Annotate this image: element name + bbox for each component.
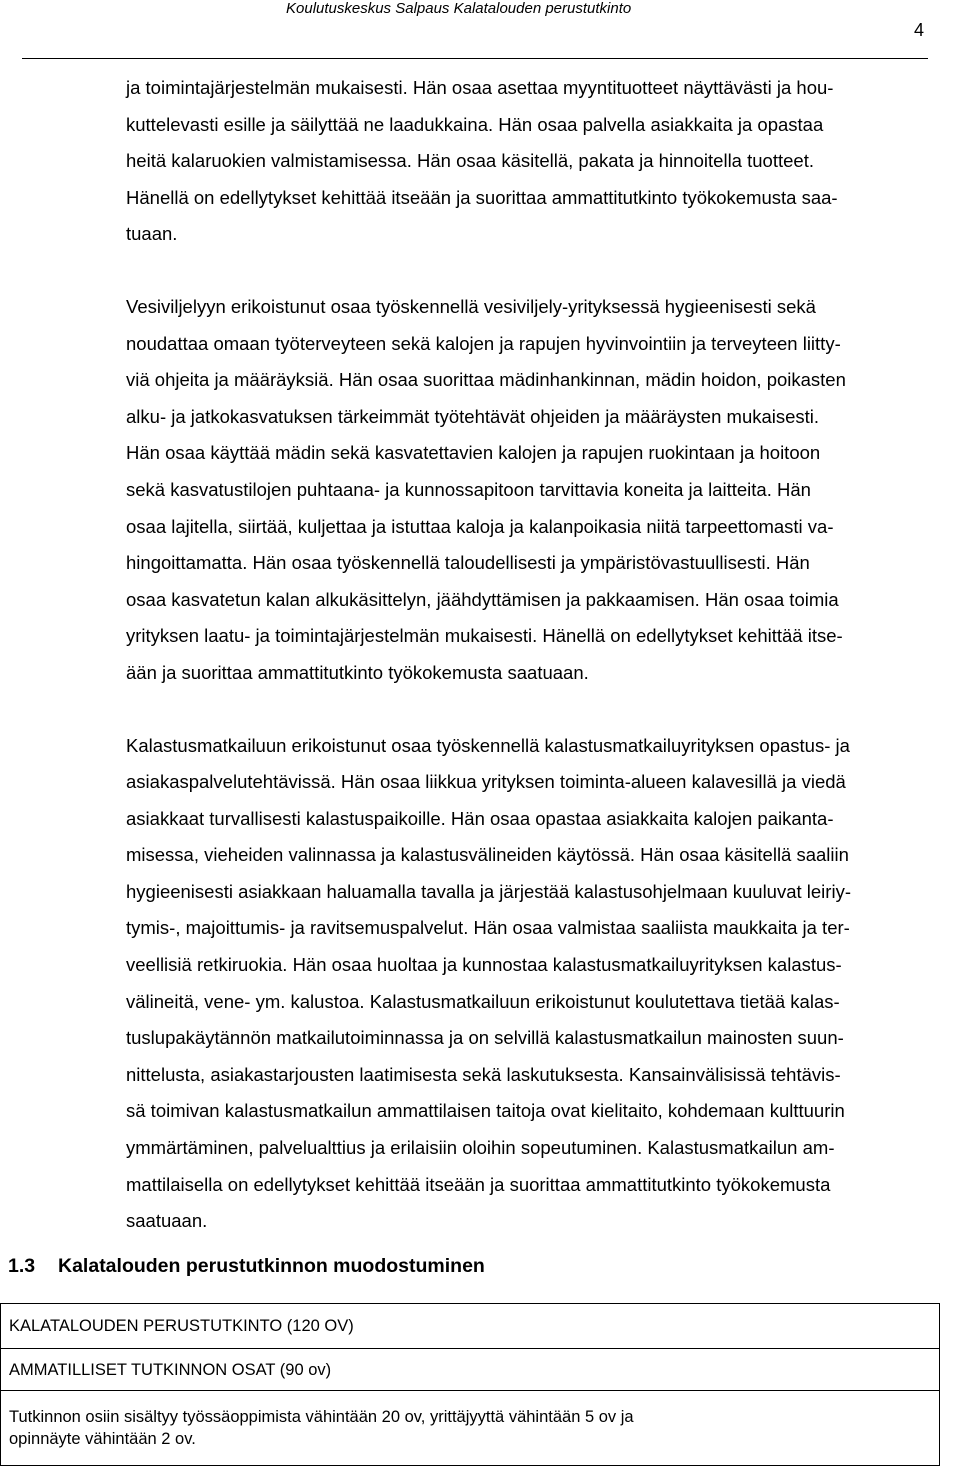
text-line: alku- ja jatkokasvatuksen tärkeimmät työtehtävät ohjeiden ja määräysten mukaisesti. [126,405,820,427]
text-line: Hänellä on edellytykset kehittää itseään ja suorittaa ammattitutkinto työkokemusta saa- [126,186,838,208]
text-line: tuslupakäytännön matkailutoiminnassa ja on selvillä kalastusmatkailun mainosten suun- [126,1027,844,1049]
text-line: ja toimintajärjestelmän mukaisesti. Hän osaa asettaa myyntituotteet näyttävästi ja hou- [126,77,834,98]
table-row [1,1349,940,1391]
section-title: Kalatalouden perustutkinnon muodostuminen [58,1255,485,1277]
section-heading [8,1253,485,1279]
text-line: Kalastusmatkailuun erikoistunut osaa työskennellä kalastusmatkailuyrityksen opastus- ja [126,734,850,756]
text-line: heitä kalaruokien valmistamisessa. Hän osaa käsitellä, pakata ja hinnoitella tuotteet. [126,150,814,172]
text-line: osaa lajitella, siirtää, kuljettaa ja istuttaa kaloja ja kalanpoikasia niitä tarpeettomasti va- [126,515,834,537]
table-cell-line: Tutkinnon osiin sisältyy työssäoppimista vähintään 20 ov, yrittäjyyttä vähintään 5 ov ja [9,1408,634,1426]
table-cell-vocational-units: AMMATILLISET TUTKINNON OSAT (90 ov) [1,1349,940,1391]
text-line: mattilaisella on edellytykset kehittää itseään ja suorittaa ammattitutkinto työkokemusta [126,1173,831,1195]
text-line: veellisiä retkiruokia. Hän osaa huoltaa ja kunnostaa kalastusmatkailuyrityksen kalastus- [126,954,842,976]
paragraph-retail [126,70,950,253]
body-text [126,70,950,1276]
text-line: sä toimivan kalastusmatkailun ammattilaisen taitoja ovat kielitaito, kohdemaan kulttuurin [126,1100,845,1122]
text-line: viä ohjeita ja määräyksiä. Hän osaa suorittaa mädinhankinnan, mädin hoidon, poikasten [126,369,846,391]
text-line: tuaan. [126,223,178,245]
table-row [1,1304,940,1349]
table-row [1,1391,940,1466]
text-line: Vesiviljelyyn erikoistunut osaa työskennellä vesiviljely-yrityksessä hygieenisesti sekä [126,295,816,317]
text-line: yrityksen laatu- ja toimintajärjestelmän mukaisesti. Hänellä on edellytykset kehittää itse- [126,625,843,647]
qualification-structure-table [0,1303,940,1466]
text-line: hingoittamatta. Hän osaa työskennellä taloudellisesti ja ympäristövastuullisesti. Hän [126,552,810,574]
text-line: Hän osaa käyttää mädin sekä kasvatettavien kalojen ja rapujen ruokintaan ja hoitoon [126,442,821,464]
text-line: sekä kasvatustilojen puhtaana- ja kunnossapitoon tarvittavia koneita ja laitteita. Hän [126,478,811,500]
text-line: asiakaspalvelutehtävissä. Hän osaa liikkua yrityksen toiminta-alueen kalavesillä ja viedä [126,771,846,793]
paragraph-aquaculture [126,289,950,692]
text-line: osaa kasvatetun kalan alkukäsittelyn, jäähdyttämisen ja pakkaamisen. Hän osaa toimia [126,588,839,610]
text-line: ään ja suorittaa ammattitutkinto työkokemusta saatuaan. [126,661,589,683]
text-line: saatuaan. [126,1210,208,1232]
table-cell-unit-details [1,1391,940,1466]
text-line: ymmärtäminen, palvelualttius ja erilaisiin oloihin sopeutuminen. Kalastusmatkailun am- [126,1137,835,1159]
page-number: 4 [913,20,924,40]
table-cell-line: opinnäyte vähintään 2 ov. [9,1430,196,1448]
section-number: 1.3 [8,1255,36,1277]
text-line: kuttelevasti esille ja säilyttää ne laadukkaina. Hän osaa palvella asiakkaita ja opastaa [126,113,824,135]
text-line: noudattaa omaan työterveyteen sekä kalojen ja rapujen hyvinvointiin ja terveyteen liitty- [126,332,841,354]
text-line: misessa, vieheiden valinnassa ja kalastusvälineiden käytössä. Hän osaa käsitellä saaliin [126,844,849,866]
text-line: nittelusta, asiakastarjousten laatimisesta sekä laskutuksesta. Kansainvälisissä tehtävis- [126,1063,841,1085]
text-line: välineitä, vene- ym. kalustoa. Kalastusmatkailuun erikoistunut koulutettava tietää kalas- [126,990,840,1012]
header-title: Koulutuskeskus Salpaus Kalatalouden perustutkinto [286,0,632,17]
header-divider [22,58,928,59]
text-line: hygieenisesti asiakkaan haluamalla tavalla ja järjestää kalastusohjelmaan kuuluvat leiriy- [126,880,851,902]
text-line: asiakkaat turvallisesti kalastuspaikoille. Hän osaa opastaa asiakkaita kalojen paikanta- [126,807,834,829]
table-cell-qualification: KALATALOUDEN PERUSTUTKINTO (120 OV) [1,1304,940,1349]
text-line: tymis-, majoittumis- ja ravitsemuspalvelut. Hän osaa valmistaa saaliista maukkaita ja ter- [126,917,850,939]
paragraph-fishing-tourism [126,728,950,1240]
